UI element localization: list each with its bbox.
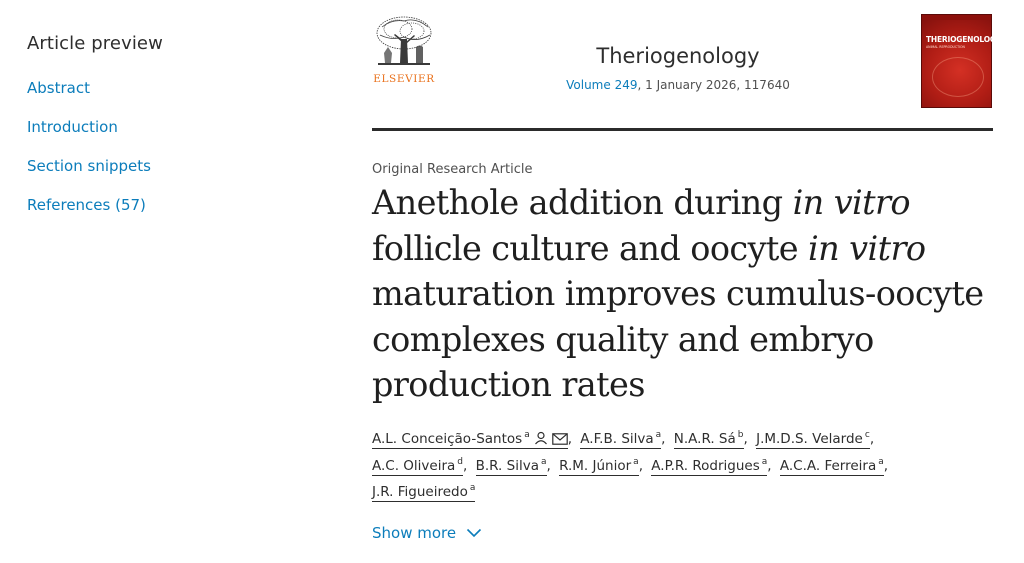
author-link[interactable]: J.R. Figueiredo $^a$: [372, 483, 476, 500]
outline-list: [27, 78, 287, 234]
title-segment: follicle culture and oocyte: [372, 228, 809, 268]
title-segment: maturation improves cumulus-oocyte: [372, 274, 984, 313]
author-link[interactable]: J.M.D.S. Velarde $^c$: [756, 430, 870, 447]
author-link[interactable]: A.F.B. Silva $^a$: [580, 430, 662, 447]
author-link[interactable]: A.C.A. Ferreira $^a$: [779, 456, 884, 474]
title-segment-italic: in vitro: [792, 183, 910, 222]
issue-info: [472, 78, 884, 92]
author-list: A.L. Conceição-Santos $^a$ , A.F.B. Silva $^a$, N.A.R. Sá $^b$, J.M.D.S. Velarde $^c$, A.C. Oliveira $^d$, B.R. Silva $^a$, R.M. Júnior $^a$, A.P.R. Rodrigues $^a$, A.C.A. Ferreira $^a$, J.R. Figueiredo $^a$: [372, 430, 889, 500]
issue-details: , 1 January 2026, 117640: [637, 78, 790, 92]
journal-cover-image[interactable]: [921, 14, 1001, 108]
author-link[interactable]: A.C. Oliveira $^d$: [372, 456, 464, 474]
article-outline-sidebar: [27, 33, 287, 234]
show-more-button[interactable]: [372, 524, 482, 542]
volume-link[interactable]: Volume 249: [566, 78, 638, 92]
header-divider: [372, 128, 993, 131]
author-link[interactable]: A.L. Conceição-Santos $^a$: [372, 431, 568, 449]
outline-item-section-snippets[interactable]: Section snippets: [27, 157, 151, 175]
envelope-icon: [552, 433, 568, 445]
author-link[interactable]: N.A.R. Sá $^b$: [673, 430, 744, 447]
author-link[interactable]: R.M. Júnior $^a$: [559, 456, 639, 474]
title-segment: production rates: [372, 365, 645, 404]
show-more-label: Show more: [372, 524, 457, 542]
cover-title: THERIOGENOLOGY: [926, 35, 1001, 44]
chevron-down-icon: [466, 528, 482, 538]
sidebar-title: Article preview: [27, 33, 163, 54]
cover-subtitle: ANIMAL REPRODUCTION: [926, 45, 965, 49]
publisher-name: ELSEVIER: [373, 73, 435, 85]
journal-header: [372, 0, 1001, 131]
publisher-logo[interactable]: [372, 13, 436, 87]
elsevier-tree-icon: [372, 13, 436, 71]
outline-item-introduction[interactable]: Introduction: [27, 118, 118, 136]
journal-title-link[interactable]: Theriogenology: [596, 44, 760, 68]
person-icon: [534, 431, 548, 445]
author-link[interactable]: B.R. Silva $^a$: [475, 456, 547, 474]
title-segment: complexes quality and embryo: [372, 319, 874, 359]
title-segment-italic: in vitro: [808, 228, 926, 268]
title-segment: Anethole addition during: [372, 183, 793, 222]
author-link[interactable]: A.P.R. Rodrigues $^a$: [651, 456, 768, 474]
outline-item-abstract[interactable]: Abstract: [27, 79, 90, 97]
journal-block: [472, 44, 884, 92]
article-title: [372, 180, 993, 408]
article-type-label: Original Research Article: [372, 162, 533, 177]
outline-item-references[interactable]: References (57): [27, 196, 146, 214]
